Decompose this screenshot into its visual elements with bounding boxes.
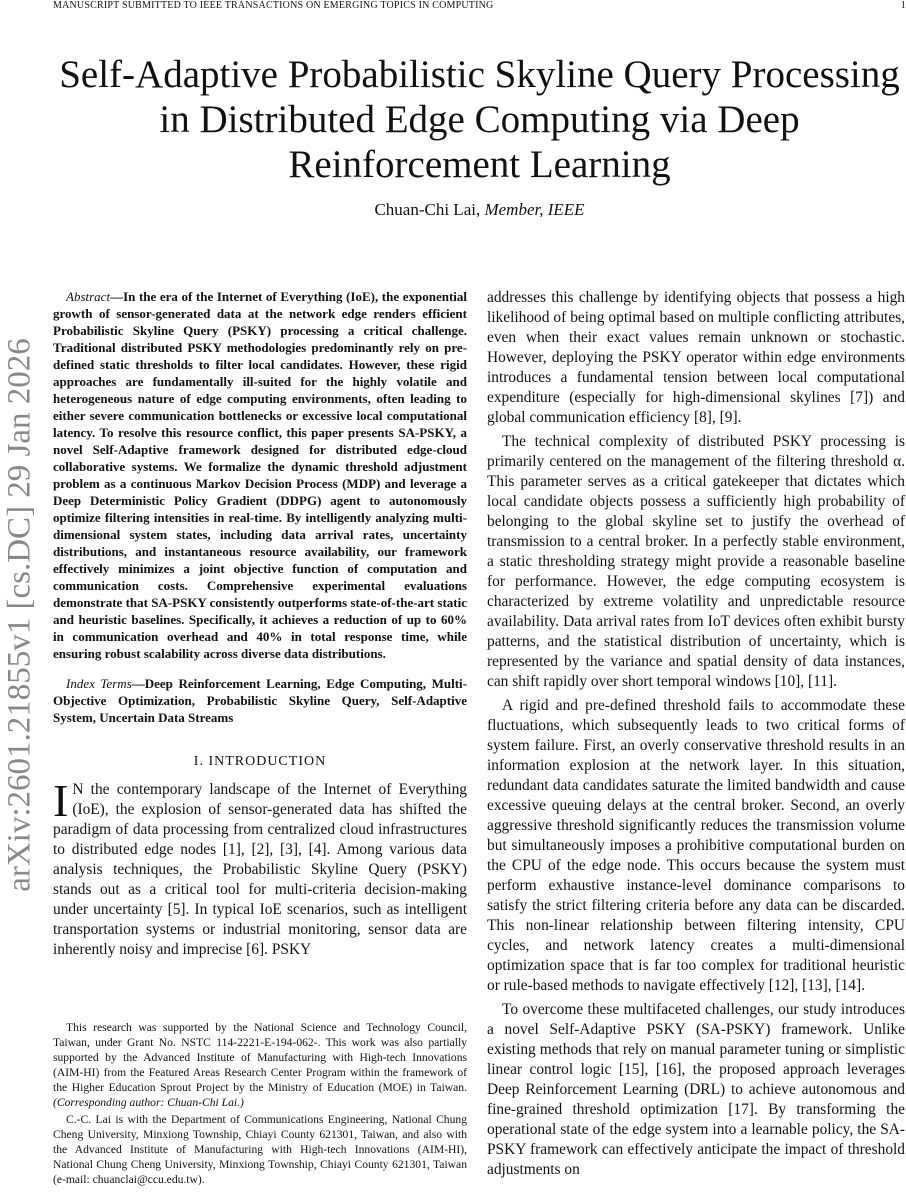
left-column	[53, 288, 467, 960]
section-heading-introduction: I. INTRODUCTION	[193, 754, 327, 769]
right-paragraph-2: The technical complexity of distributed PSKY processing is primarily centered on the management of the filtering threshold α. This parameter serves as a critical gatekeeper that dictates which local candidate objects possess a sufficiently high probability of belonging to the global skyline set to justify the overhead of transmission to a central broker. In a perfectly stable environment, a static thresholding strategy might provide a reasonable baseline for performance. However, the edge computing ecosystem is characterized by extreme volatility and unpredictable resource availability. Data arrival rates from IoT devices often exhibit bursty patterns, and the statistical distribution of uncertainty, which is represented by the variance and spatial density of data instances, can shift rapidly over short temporal windows [10], [11].	[487, 433, 905, 690]
footnote-affiliation-text: C.-C. Lai is with the Department of Communications Engineering, National Chung Cheng University, Minxiong Township, Chiayi County 621301, Taiwan, and also with the Advanced Institute of Manufacturing with High-tech Innovations (AIM-HI), National Chung Cheng University, Minxiong Township, Chiayi County 621301, Taiwan (e-mail: chuanclai@ccu.edu.tw).	[53, 1113, 467, 1186]
footnote-funding	[53, 1020, 467, 1110]
right-column	[487, 288, 905, 1180]
footnotes	[53, 1020, 467, 1187]
paper-title: Self-Adaptive Probabilistic Skyline Query Processing in Distributed Edge Computing via Deep Reinforcement Learning	[59, 53, 900, 186]
author-name: Chuan-Chi Lai,	[374, 200, 481, 219]
abstract	[53, 288, 467, 662]
index-terms-lead: Index Terms	[66, 676, 132, 691]
page-number: 1	[900, 0, 906, 11]
intro-first-paragraph	[53, 775, 467, 960]
right-paragraph-4: To overcome these multifaceted challenges, our study introduces a novel Self-Adaptive PSKY (SA-PSKY) framework. Unlike existing methods that rely on manual parameter tuning or simplistic linear control logic [15], [16], the proposed approach leverages Deep Reinforcement Learning (DRL) to achieve autonomous and fine-grained threshold optimization [17]. By transforming the operational state of the edge system into a learnable policy, the SA-PSKY framework can effectively anticipate the impact of threshold adjustments on	[487, 1001, 905, 1178]
arxiv-watermark	[0, 320, 40, 910]
footnote-funding-text: This research was supported by the National Science and Technology Council, Taiwan, under Grant No. NSTC 114-2221-E-194-062-. This work was also partially supported by the Advanced Institute of Manufacturing with High-tech Innovations (AIM-HI) from the Featured Areas Research Center Program within the framework of the Higher Education Sprout Project by the Ministry of Education (MOE) in Taiwan.	[53, 1021, 467, 1094]
running-head-text: MANUSCRIPT SUBMITTED TO IEEE TRANSACTIONS ON EMERGING TOPICS IN COMPUTING	[53, 0, 494, 11]
right-paragraph-1: addresses this challenge by identifying objects that possess a high likelihood of being optimal based on multiple conflicting attributes, even when their exact values remain unknown or stochastic. However, deploying the PSKY operator within edge environments introduces a fundamental tension between local computational expenditure (especially for high-dimensional skylines [7]) and global communication efficiency [8], [9].	[487, 289, 905, 426]
intro-paragraph-text: N the contemporary landscape of the Internet of Everything (IoE), the explosion of sensor-generated data has shifted the paradigm of data processing from centralized cloud infrastructures to distributed edge nodes [1], [2], [3], [4]. Among various data analysis techniques, the Probabilistic Skyline Query (PSKY) stands out as a critical tool for multi-criteria decision-making under uncertainty [5]. In typical IoE scenarios, such as intelligent transportation systems or industrial monitoring, sensor data are inherently noisy and imprecise [6]. PSKY	[53, 781, 467, 958]
footnote-affiliation	[53, 1112, 467, 1187]
running-head	[53, 0, 906, 12]
abstract-lead: Abstract	[66, 289, 111, 304]
footnote-corresponding-author: (Corresponding author: Chuan-Chi Lai.)	[53, 1096, 244, 1109]
right-paragraph-3: A rigid and pre-defined threshold fails to accommodate these fluctuations, which subsequently leads to two critical forms of system failure. First, an overly conservative threshold results in an information explosion at the network layer. In this situation, redundant data candidates saturate the limited bandwidth and cause excessive queuing delays at the central broker. Second, an overly aggressive threshold significantly reduces the transmission volume but simultaneously imposes a prohibitive computational burden on the CPU of the edge node. This occurs because the system must perform exhaustive instance-level dominance comparisons to satisfy the strict filtering criteria before any data can be discarded. This non-linear relationship between filtering intensity, CPU cycles, and network latency creates a multi-dimensional optimization space that is far too complex for traditional heuristic or rule-based methods to navigate effectively [12], [13], [14].	[487, 697, 905, 994]
arxiv-id-text: arXiv:2601.21855v1 [cs.DC] 29 Jan 2026	[1, 338, 38, 892]
author-line	[53, 200, 906, 220]
index-terms	[53, 675, 467, 726]
abstract-text: —In the era of the Internet of Everything (IoE), the exponential growth of sensor-generated data at the network edge renders efficient Probabilistic Skyline Query (PSKY) processing a critical challenge. Traditional distributed PSKY methodologies predominantly rely on pre-defined static thresholds to filter local candidates. However, these rigid approaches are fundamentally ill-suited for the highly volatile and heterogeneous nature of edge computing environments, often leading to either severe communication bottlenecks or excessive local computational latency. To resolve this resource conflict, this paper presents SA-PSKY, a novel Self-Adaptive framework designed for distributed edge-cloud collaborative systems. We formalize the dynamic threshold adjustment problem as a continuous Markov Decision Process (MDP) and leverage a Deep Deterministic Policy Gradient (DDPG) agent to autonomously optimize filtering intensities in real-time. By intelligently analyzing multi-dimensional system states, including data arrival rates, uncertainty distributions, and instantaneous resource availability, our framework effectively minimizes a joint objective function of computation and communication costs. Comprehensive experimental evaluations demonstrate that SA-PSKY consistently outperforms state-of-the-art static and heuristic baselines. Specifically, it achieves a reduction of up to 60% in communication overhead and 40% in total response time, while ensuring robust scalability across diverse data distributions.	[53, 289, 467, 661]
drop-cap: I	[53, 775, 69, 826]
index-terms-text: —Deep Reinforcement Learning, Edge Computing, Multi-Objective Optimization, Probabilistic Skyline Query, Self-Adaptive System, Uncertain Data Streams	[53, 676, 467, 725]
author-role: Member, IEEE	[484, 200, 585, 219]
